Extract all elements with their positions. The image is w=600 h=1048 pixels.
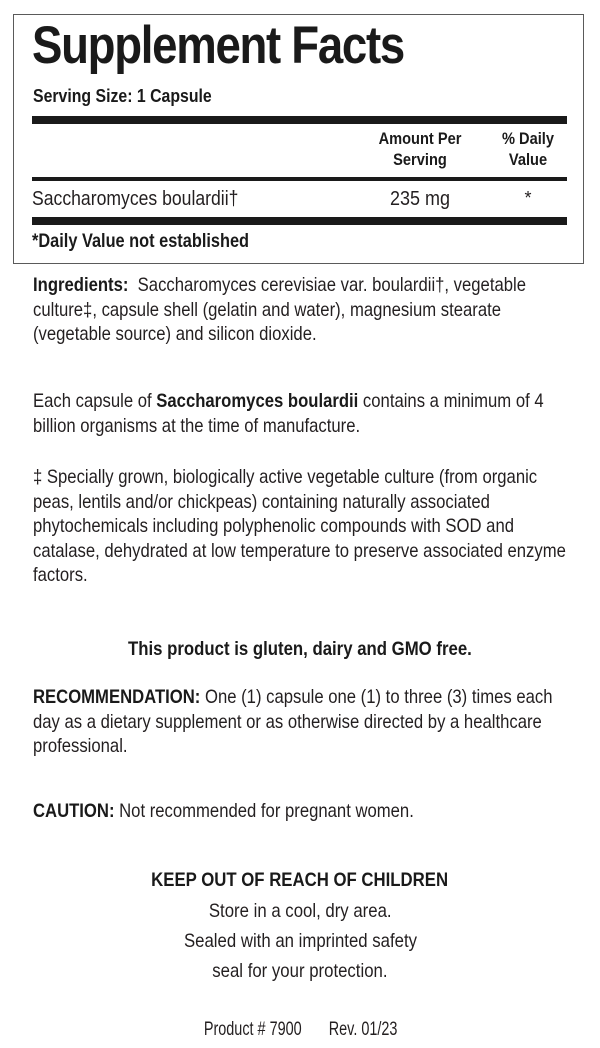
caution-paragraph <box>33 799 580 824</box>
revision: Rev. 01/23 <box>329 1018 399 1040</box>
children-warning-text: KEEP OUT OF REACH OF CHILDREN <box>151 869 449 891</box>
potency-suffix: contains a minimum of 4 billion organisms at the time of manufacture. <box>33 390 544 437</box>
allergen-statement <box>0 635 600 663</box>
product-number: Product # 7900 <box>204 1018 303 1040</box>
storage-line-1 <box>0 897 600 925</box>
storage-text-2: Sealed with an imprinted safety <box>183 930 417 952</box>
culture-note: ‡ Specially grown, biologically active vegetable culture (from organic peas, lentils and/or chickpeas) containing naturally associated phytochemicals including polyphenolic compounds with SOD and catalase, dehydrated at low temperature to preserve associated enzyme factors. <box>33 466 566 586</box>
serving-size: Serving Size: 1 Capsule <box>33 86 212 106</box>
thin-divider <box>32 177 567 181</box>
ingredients-label: Ingredients: <box>33 274 129 296</box>
recommendation-label: RECOMMENDATION: <box>33 686 201 708</box>
panel-title: Supplement Facts <box>32 16 404 75</box>
potency-prefix: Each capsule of <box>33 390 157 412</box>
potency-organism: Saccharomyces boulardii <box>156 390 359 412</box>
caution-label: CAUTION: <box>33 800 115 822</box>
ingredients-paragraph <box>33 273 580 347</box>
storage-text-3: seal for your protection. <box>212 960 388 982</box>
nutrient-daily-value: * <box>524 188 532 208</box>
dv-header-line2: Value <box>508 150 548 169</box>
amount-header-line1: Amount Per <box>378 129 462 148</box>
recommendation-paragraph <box>33 685 580 759</box>
thick-divider-bottom <box>32 217 567 225</box>
recommendation-text: One (1) capsule one (1) to three (3) times each day as a dietary supplement or as otherwise directed by a healthcare professional. <box>33 686 553 757</box>
nutrient-amount: 235 mg <box>389 188 451 210</box>
caution-text: Not recommended for pregnant women. <box>119 800 414 822</box>
ingredients-text: Saccharomyces cerevisiae var. boulardii†, vegetable culture‡, capsule shell (gelatin and water), magnesium stearate (vegetable source) and silicon dioxide. <box>33 274 526 345</box>
nutrient-name: Saccharomyces boulardii† <box>32 188 239 210</box>
dv-header-line1: % Daily <box>501 129 555 148</box>
product-footer <box>0 1015 600 1043</box>
column-header-amount <box>364 128 476 170</box>
thick-divider <box>32 116 567 124</box>
children-warning <box>0 866 600 894</box>
amount-header-line2: Serving <box>393 150 447 169</box>
daily-value-footnote: *Daily Value not established <box>32 231 250 252</box>
storage-text-1: Store in a cool, dry area. <box>208 900 392 922</box>
allergen-text: This product is gluten, dairy and GMO free. <box>128 638 472 660</box>
storage-line-2 <box>0 927 600 955</box>
storage-line-3 <box>0 957 600 985</box>
column-header-daily-value <box>485 128 571 170</box>
potency-paragraph <box>33 389 580 438</box>
